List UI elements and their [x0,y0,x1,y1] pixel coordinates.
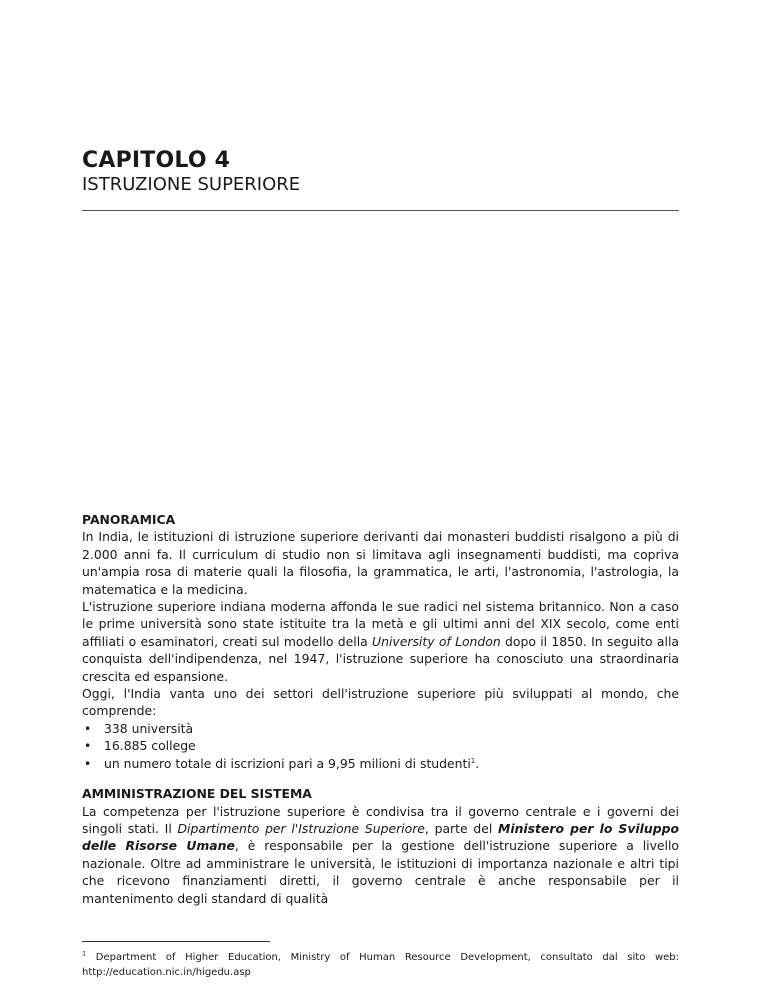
list-item-period: . [475,755,480,771]
section-gap [82,772,679,785]
administration-text-b: , parte del [424,820,499,836]
main-content [82,511,679,907]
paragraph-administration [82,803,679,907]
department-italic: Dipartimento per l'Istruzione Superiore [177,820,425,836]
list-item: • 338 università [82,720,679,737]
administration-text-c: , è responsabile per la gestione dell'istruzione superiore a livello nazionale. Oltre ad amministrare le università, le istituzioni di importanza nazionale e altri tipi che ricevono finanziamenti diretti, il governo centrale è anche responsabile per il mantenimento degli standard di qualità [82,838,680,906]
footnote-reference[interactable]: 1 [470,756,476,765]
chapter-title: CAPITOLO 4 [82,148,231,173]
section-heading-panoramica: PANORAMICA [82,512,176,527]
paragraph-history: In India, le istituzioni di istruzione superiore derivanti dai monasteri buddisti risalgono a più di 2.000 anni fa. Il curriculum di studio non si limitava agli insegnamenti buddisti, ma copriva un'ampia rosa di materie quali la filosofia, la grammatica, le arti, l'astronomia, l'astrologia, la matematica e la medicina. [82,529,679,597]
list-item [82,755,679,772]
list-item: • 16.885 college [82,737,679,754]
list-item-text: un numero totale di iscrizioni pari a 9,95 milioni di studenti [104,755,471,771]
ministry-bold-italic: Ministero per lo Sviluppo delle Risorse Umane [82,820,680,854]
university-of-london-italic: University of London [372,633,501,649]
administration-text-a: La competenza per l'istruzione superiore è condivisa tra il governo centrale e i governi dei singoli stati. Il [82,803,679,836]
footnote-text: Department of Higher Education, Ministry of Human Resource Development, consultato dal sito web: http://education.nic.in/higedu.asp [82,952,679,978]
paragraph-today: Oggi, l'India vanta uno dei settori dell'istruzione superiore più sviluppati al mondo, che comprende: [82,686,679,719]
footnote-divider [82,941,270,942]
chapter-divider [82,210,679,211]
paragraph-modern-text-b: dopo il 1850. In seguito alla conquista dell'indipendenza, nel 1947, l'istruzione superiore ha conosciuto una straordinaria crescita ed espansione. [82,633,679,684]
section-heading-amministrazione: AMMINISTRAZIONE DEL SISTEMA [82,786,312,802]
stats-list [82,720,679,772]
footnote-number: 1 [82,949,87,958]
paragraph-modern-text-a: L'istruzione superiore indiana moderna affonda le sue radici nel sistema britannico. Non a caso le prime università sono state istituite tra la metà e gli ultimi anni del XIX secolo, come enti affiliati o esaminatori, creati sul modello della [82,599,679,649]
footnote [82,950,679,980]
chapter-subtitle: ISTRUZIONE SUPERIORE [82,174,301,195]
paragraph-modern [82,598,679,685]
